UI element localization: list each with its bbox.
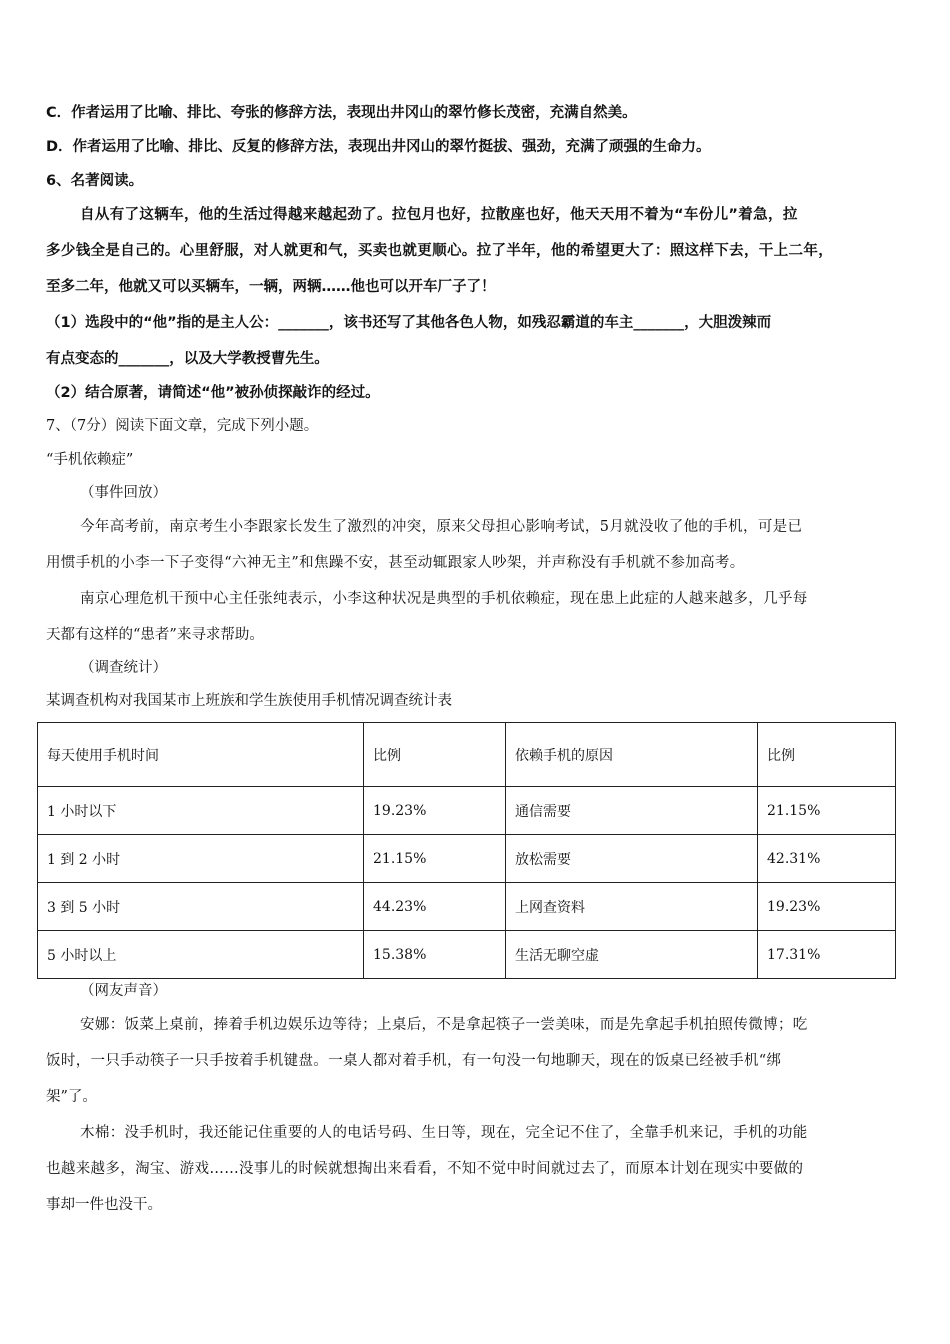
article-title: “手机依赖症”: [46, 452, 134, 468]
table-header-cell: 依赖手机的原因: [506, 723, 758, 787]
question-7-title: 7、（7分）阅读下面文章，完成下列小题。: [46, 418, 319, 434]
paragraph-line: 事却一件也没干。: [46, 1197, 162, 1213]
paragraph-line: 也越来越多，淘宝、游戏……没事儿的时候就想掏出来看看，不知不觉中时间就过去了，而原本计划在现实中要做的: [46, 1161, 804, 1177]
table-cell: 通信需要: [506, 787, 758, 835]
paragraph-line: 用惯手机的小李一下子变得“六神无主”和焦躁不安，甚至动辄跟家人吵架，并声称没有手机就不参加高考。: [46, 555, 745, 571]
table-cell: 上网查资料: [506, 883, 758, 931]
table-cell: 19.23%: [758, 883, 896, 931]
q6-passage-line: 多少钱全是自己的。心里舒服，对人就更和气，买卖也就更顺心。拉了半年，他的希望更大了：照这样下去，干上二年，: [46, 243, 834, 259]
table-header-cell: 每天使用手机时间: [38, 723, 364, 787]
table-header-cell: 比例: [364, 723, 506, 787]
table-cell: 放松需要: [506, 835, 758, 883]
table-caption: 某调查机构对我国某市上班族和学生族使用手机情况调查统计表: [46, 693, 452, 709]
paragraph-line: 天都有这样的“患者”来寻求帮助。: [46, 627, 264, 643]
q6-sub1-line: 有点变态的_______，以及大学教授曹先生。: [46, 351, 329, 367]
table-cell: 42.31%: [758, 835, 896, 883]
option-d: D．作者运用了比喻、排比、反复的修辞方法，表现出井冈山的翠竹挺拔、强劲，充满了顽强的生命力。: [46, 139, 711, 155]
table-row: [38, 931, 896, 979]
section-heading-survey: （调查统计）: [80, 660, 167, 676]
table-header-row: [38, 723, 896, 787]
section-heading-events: （事件回放）: [80, 485, 167, 501]
q6-passage-line: 自从有了这辆车，他的生活过得越来越起劲了。拉包月也好，拉散座也好，他天天用不着为“车份儿”着急，拉: [80, 207, 798, 223]
table-cell: 1 小时以下: [38, 787, 364, 835]
paragraph-line: 饭时，一只手动筷子一只手按着手机键盘。一桌人都对着手机，有一句没一句地聊天，现在的饭桌已经被手机“绑: [46, 1053, 782, 1069]
table-row: [38, 835, 896, 883]
paragraph-line: 今年高考前，南京考生小李跟家长发生了激烈的冲突，原来父母担心影响考试，5月就没收了他的手机，可是已: [80, 519, 803, 535]
paragraph-line: 安娜：饭菜上桌前，捧着手机边娱乐边等待；上桌后，不是拿起筷子一尝美味，而是先拿起手机拍照传微博；吃: [80, 1017, 808, 1033]
table-cell: 21.15%: [364, 835, 506, 883]
table-cell: 1 到 2 小时: [38, 835, 364, 883]
q6-sub2: （2）结合原著，请简述“他”被孙侦探敲诈的经过。: [46, 385, 380, 401]
table-header-cell: 比例: [758, 723, 896, 787]
q6-sub1-line: （1）选段中的“他”指的是主人公：_______，该书还写了其他各色人物，如残忍霸道的车主_______，大胆泼辣而: [46, 315, 772, 331]
section-heading-netizens: （网友声音）: [80, 983, 167, 999]
table-cell: 生活无聊空虚: [506, 931, 758, 979]
paragraph-line: 架”了。: [46, 1089, 97, 1105]
table-cell: 15.38%: [364, 931, 506, 979]
paragraph-line: 南京心理危机干预中心主任张纯表示，小李这种状况是典型的手机依赖症，现在患上此症的人越来越多，几乎每: [80, 591, 808, 607]
q6-passage-line: 至多二年，他就又可以买辆车，一辆，两辆……他也可以开车厂子了！: [46, 279, 496, 295]
table-cell: 3 到 5 小时: [38, 883, 364, 931]
table-cell: 5 小时以上: [38, 931, 364, 979]
table-cell: 44.23%: [364, 883, 506, 931]
survey-table: [37, 722, 896, 979]
paragraph-line: 木棉：没手机时，我还能记住重要的人的电话号码、生日等，现在，完全记不住了，全靠手机来记，手机的功能: [80, 1125, 808, 1141]
table-row: [38, 787, 896, 835]
table-cell: 17.31%: [758, 931, 896, 979]
table-cell: 21.15%: [758, 787, 896, 835]
table-cell: 19.23%: [364, 787, 506, 835]
option-c: C．作者运用了比喻、排比、夸张的修辞方法，表现出井冈山的翠竹修长茂密，充满自然美。: [46, 105, 637, 121]
table-row: [38, 883, 896, 931]
question-6-title: 6、名著阅读。: [46, 173, 144, 189]
